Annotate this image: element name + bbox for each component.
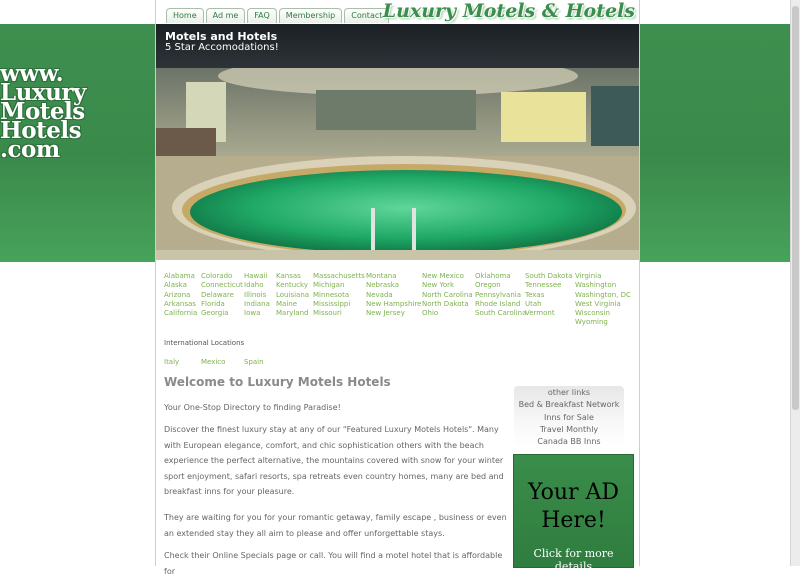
side-logo-line: www.: [0, 60, 64, 87]
state-link[interactable]: Texas: [525, 290, 545, 299]
state-link[interactable]: Iowa: [244, 309, 261, 318]
state-link[interactable]: Kansas: [276, 272, 301, 280]
state-link[interactable]: Pennsylvania: [475, 290, 521, 299]
state-link[interactable]: Virginia: [575, 272, 602, 280]
state-link[interactable]: Mississippi: [313, 299, 351, 308]
state-link[interactable]: Nevada: [366, 290, 393, 299]
country-link[interactable]: Spain: [244, 358, 264, 366]
page-container: [155, 0, 640, 576]
states-column: [276, 272, 309, 318]
hero-subtitle: 5 Star Accomodations!: [165, 42, 279, 53]
states-column: [475, 272, 526, 318]
state-link[interactable]: Wisconsin: [575, 309, 610, 318]
state-link[interactable]: Maryland: [276, 309, 309, 318]
tab-membership[interactable]: Membership: [279, 8, 342, 23]
other-link[interactable]: Bed & Breakfast Network: [518, 400, 620, 410]
state-link[interactable]: Oregon: [475, 281, 501, 290]
state-link[interactable]: Colorado: [201, 272, 233, 280]
state-link[interactable]: Utah: [525, 299, 542, 308]
state-link[interactable]: Montana: [366, 272, 397, 280]
state-link[interactable]: New Mexico: [422, 272, 464, 280]
side-logo-line: .com: [0, 136, 60, 163]
ad-headline: Your AD: [527, 480, 620, 505]
other-links-title: other links: [547, 388, 591, 397]
state-link[interactable]: Delaware: [201, 290, 234, 299]
state-link[interactable]: Vermont: [525, 309, 555, 318]
states-column: [164, 272, 197, 318]
top-bar: [156, 0, 639, 24]
state-link[interactable]: Florida: [201, 299, 225, 308]
state-link[interactable]: Alaska: [164, 281, 187, 290]
ad-headline: Here!: [541, 508, 606, 533]
state-link[interactable]: New Jersey: [366, 309, 405, 318]
states-column: [201, 272, 243, 318]
state-link[interactable]: Connecticut: [201, 281, 243, 290]
side-logo-line: Hotels: [0, 117, 82, 144]
state-link[interactable]: Oklahoma: [475, 272, 511, 280]
state-link[interactable]: North Carolina: [422, 290, 473, 299]
nav-tabs: [166, 8, 389, 23]
states-column: [422, 272, 473, 318]
state-link[interactable]: Wyoming: [575, 318, 608, 327]
international-heading: International Locations: [164, 339, 245, 347]
state-link[interactable]: Missouri: [313, 309, 342, 318]
state-link[interactable]: Ohio: [422, 309, 439, 318]
states-column: [366, 272, 421, 318]
state-link[interactable]: Louisiana: [276, 290, 310, 299]
state-link[interactable]: California: [164, 309, 198, 318]
states-column: [525, 272, 572, 318]
other-link[interactable]: Canada BB Inns: [537, 437, 601, 447]
other-links-box: [514, 386, 624, 448]
state-link[interactable]: Arizona: [164, 290, 191, 299]
tab-home[interactable]: Home: [166, 8, 204, 23]
state-link[interactable]: Washington: [575, 281, 617, 290]
vertical-scrollbar[interactable]: [790, 0, 800, 566]
tagline: Your One-Stop Directory to finding Paradise!: [164, 403, 341, 412]
ad-cta: Click for more details: [533, 547, 614, 573]
side-logo: [0, 60, 100, 163]
welcome-heading: Welcome to Luxury Motels Hotels: [164, 375, 391, 389]
tab-faq[interactable]: FAQ: [247, 8, 277, 23]
state-link[interactable]: Georgia: [201, 309, 229, 318]
state-link[interactable]: Washington, DC: [575, 290, 631, 299]
body-paragraph: They are waiting for you for your romantic getaway, family escape , business or even an extended stay they all aim to please and offer unforgettable stays.: [164, 513, 507, 538]
state-link[interactable]: New Hampshire: [366, 299, 422, 308]
country-link[interactable]: Italy: [164, 358, 180, 366]
side-logo-line: Motels: [0, 98, 85, 125]
state-link[interactable]: South Carolina: [475, 309, 527, 318]
state-link[interactable]: North Dakota: [422, 299, 469, 308]
intro-paragraph: Discover the finest luxury stay at any of our "Featured Luxury Motels Hotels". Many with European elegance, comfort, and chic sophistication others with the beach experience the perfect alternative, the mountains covered with snow for your winter sport enjoyment, safari resorts, spa retreats even country homes, many are bed and breakfast inns for your pleasure.: [164, 425, 504, 496]
ad-banner[interactable]: [513, 454, 634, 573]
country-link[interactable]: Mexico: [201, 358, 226, 366]
tab-contact[interactable]: Contact: [344, 8, 389, 23]
states-column: [244, 272, 270, 318]
state-link[interactable]: Minnesota: [313, 290, 350, 299]
states-column: [575, 272, 631, 328]
state-link[interactable]: Nebraska: [366, 281, 400, 290]
state-link[interactable]: South Dakota: [525, 272, 573, 280]
state-link[interactable]: New York: [422, 281, 455, 290]
other-link[interactable]: Inns for Sale: [544, 412, 594, 422]
hero-title: Motels and Hotels: [165, 30, 278, 43]
state-link[interactable]: Alabama: [164, 272, 195, 280]
state-link[interactable]: Hawaii: [244, 272, 268, 280]
hero-caption-bar: [156, 24, 639, 68]
other-link[interactable]: Travel Monthly: [539, 424, 599, 434]
side-logo-line: Luxury: [0, 79, 86, 106]
state-link[interactable]: Rhode Island: [475, 299, 521, 308]
state-link[interactable]: Tennessee: [525, 281, 562, 290]
brand-logo[interactable]: Luxury Motels & Hotels: [382, 0, 635, 22]
body-paragraph: Check their Online Specials page or call. You will find a motel hotel that is affordable for: [164, 551, 503, 576]
state-link[interactable]: Michigan: [313, 281, 345, 290]
scrollbar-thumb[interactable]: [792, 6, 799, 410]
state-link[interactable]: Massachusetts: [313, 272, 365, 280]
state-link[interactable]: Idaho: [244, 281, 264, 290]
hero-pool-image: [156, 68, 639, 260]
tab-ad-me[interactable]: Ad me: [206, 8, 246, 23]
state-link[interactable]: Illinois: [244, 290, 267, 299]
states-column: [313, 272, 365, 318]
state-link[interactable]: Indiana: [244, 299, 270, 308]
state-link[interactable]: Kentucky: [276, 281, 308, 290]
state-link[interactable]: West Virginia: [575, 299, 621, 308]
state-link[interactable]: Maine: [276, 299, 298, 308]
state-link[interactable]: Arkansas: [164, 299, 196, 308]
